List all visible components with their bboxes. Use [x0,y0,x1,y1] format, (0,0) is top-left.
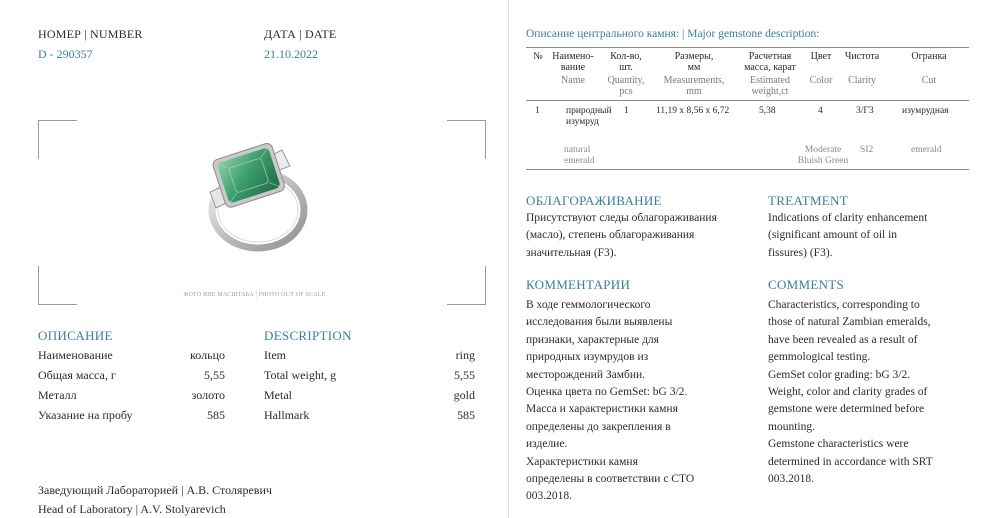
cell-color-en: Moderate Bluish Green [797,145,849,166]
desc-label-en: Item [264,348,286,362]
col-header-qty-en: Quantity, pcs [607,75,645,97]
desc-value-en: ring [455,348,475,362]
cell-color-ru: 4 [818,106,823,116]
page-divider [508,0,509,518]
number-label: НОМЕР | NUMBER [38,27,143,41]
date-label: ДАТА | DATE [264,27,337,41]
cell-qty: 1 [624,106,629,116]
photo-frame-corner-tl [38,120,77,159]
photo-frame-corner-br [447,266,486,305]
desc-label-en: Total weight, g [264,368,337,382]
photo-frame-corner-tr [447,120,486,159]
desc-value-ru: 585 [207,408,225,422]
desc-label-en: Hallmark [264,408,310,422]
desc-label-en: Metal [264,388,292,402]
comments-text-ru: В ходе геммологического исследования были выявлены признаки, характерные для природных изумрудов из месторождений Замбии. Оценка цвета по GemSet: bG 3/2. Масса и характеристики камня определены до закрепления в изделие. Характеристики камня определены в соответствии с СТО 003.2018. [526,299,695,503]
cell-clarity-en: SI2 [860,145,874,155]
col-header-color-en: Color [809,75,833,86]
desc-value-ru: 5,55 [204,368,225,382]
comments-text-en: Characteristics, corresponding to those of natural Zambian emeralds, have been revealed as a result of gemmological testing. GemSet color grading: bG 3/2. Weight, color and clarity grades of gemstone were determined before mounting. Gemstone characteristics were determined in accordance with SRT 003.2018. [768,299,933,486]
desc-value-en: 585 [457,408,475,422]
col-header-size: Размеры, мм [674,51,714,73]
desc-label-ru: Общая масса, г [38,368,116,382]
col-header-clarity: Чистота [844,51,880,62]
photo-caption: ФОТО ВНЕ МАСШТАБА | PHOTO OUT OF SCALE [183,292,326,298]
date-value: 21.10.2022 [264,47,318,61]
gemstone-title: Описание центрального камня: | Major gemstone description: [526,28,820,40]
treatment-title-ru: ОБЛАГОРАЖИВАНИЕ [526,193,662,208]
table-rule-mid [526,100,969,101]
treatment-title-en: TREATMENT [768,193,848,208]
desc-value-ru: кольцо [190,348,225,362]
desc-label-ru: Наименование [38,348,113,362]
description-title-en: DESCRIPTION [264,328,352,343]
signature-en: Head of Laboratory | A.V. Stolyarevich [38,502,226,516]
col-header-cut: Огранка [911,51,947,62]
col-header-clarity-en: Clarity [848,75,876,86]
col-header-weight: Расчетная масса, карат [744,51,796,73]
signature-ru: Заведующий Лабораторией | А.В. Столяревич [38,483,272,497]
cell-name-ru: природный изумруд [566,106,612,127]
cell-no: 1 [535,106,540,116]
desc-value-ru: золото [191,388,225,402]
ring-photo [188,128,320,260]
photo-frame-corner-bl [38,266,77,305]
number-value: D - 290357 [38,47,93,61]
cell-cut-en: emerald [911,145,942,155]
cell-clarity-ru: 3/Г3 [856,106,874,116]
treatment-text-ru: Присутствуют следы облагораживания (масло), степень облагораживания значительная (F3). [526,212,717,259]
cell-size: 11,19 x 8,56 x 6,72 [656,106,730,116]
col-header-name: Наимено- вание [552,51,594,73]
treatment-text-en: Indications of clarity enhancement (significant amount of oil in fissures) (F3). [768,212,928,259]
desc-value-en: gold [453,388,475,402]
comments-title-ru: КОММЕНТАРИИ [526,277,631,292]
col-header-qty: Кол-во, шт. [610,51,642,73]
desc-label-ru: Указание на пробу [38,408,133,422]
desc-label-ru: Металл [38,388,77,402]
table-rule-bottom [526,169,969,170]
col-header-size-en: Measurements, mm [663,75,725,97]
cell-weight: 5,38 [759,106,776,116]
col-header-color: Цвет [810,51,832,62]
cell-name-en: natural emerald [564,145,595,166]
col-header-cut-en: Cut [921,75,937,86]
col-header-weight-en: Estimated weight,ct [750,75,790,97]
col-header-no: № [533,51,543,62]
col-header-name-en: Name [561,75,585,86]
desc-value-en: 5,55 [454,368,475,382]
table-rule-top [526,47,969,48]
cell-cut-ru: изумрудная [902,106,949,116]
description-title-ru: ОПИСАНИЕ [38,328,113,343]
comments-title-en: COMMENTS [768,277,845,292]
